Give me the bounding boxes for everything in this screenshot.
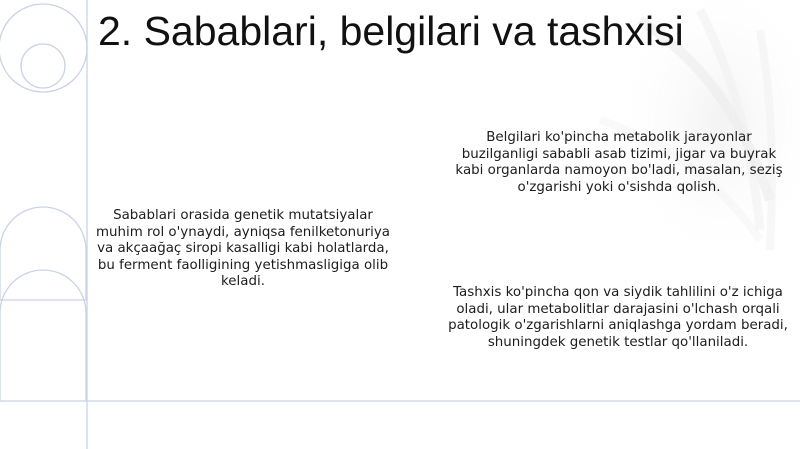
causes-text: Sabablari orasida genetik mutatsiyalar muhim rol o'ynaydi, ayniqsa fenilketonuriya va akçaağaç siropi kasalligi kabi holatlarda, bu ferment faolligining yetishmasligiga olib keladi. bbox=[96, 208, 391, 290]
diagnosis-text: Tashxis ko'pincha qon va siydik tahlilini o'z ichiga oladi, ular metabolitlar darajasini o'lchash orqali patologik o'zgarishlarni aniqlashga yordam beradi, shuningdek genetik testlar qo'llaniladi. bbox=[448, 285, 788, 350]
signs-text: Belgilari ko'pincha metabolik jarayonlar buzilganligi sababli asab tizimi, jigar va buyrak kabi organlarda namoyon bo'ladi, masalan, seziş o'zgarishi yoki o'sishda qolish. bbox=[455, 130, 783, 195]
slide-title: 2. Sabablari, belgilari va tashxisi bbox=[98, 8, 684, 54]
